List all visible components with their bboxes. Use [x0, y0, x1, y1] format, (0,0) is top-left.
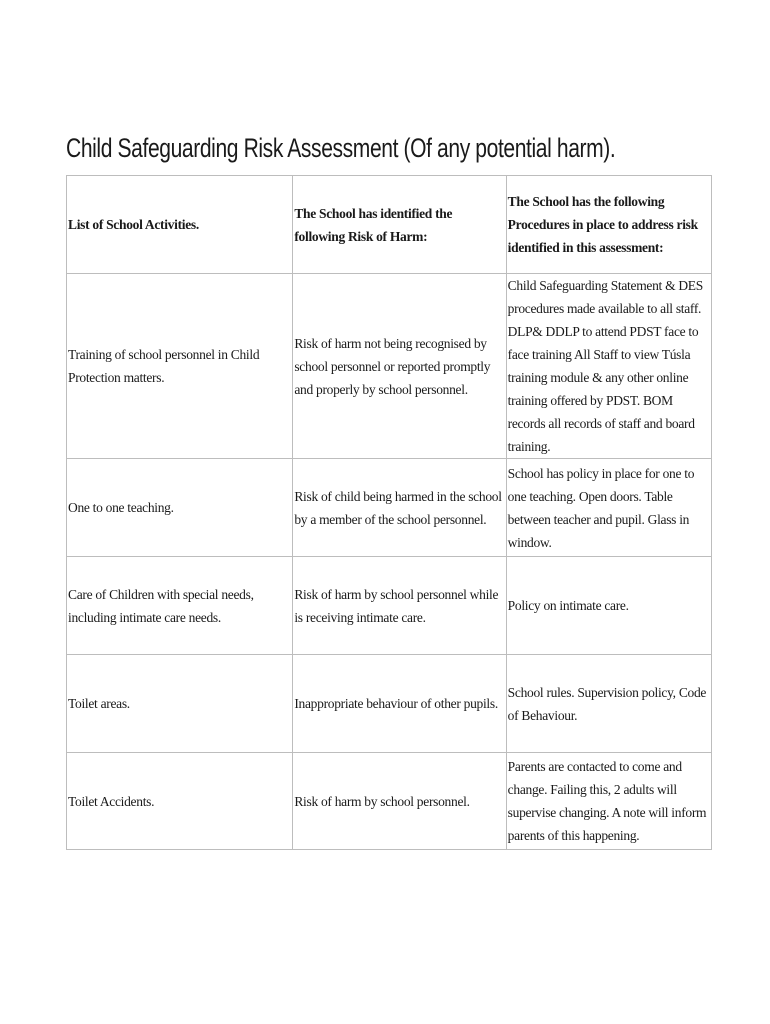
table-row	[67, 274, 712, 459]
procedure-cell: Parents are contacted to come and change. Failing this, 2 adults will supervise changing. A note will inform parents of this happening.	[506, 753, 711, 850]
risk-cell: Risk of harm by school personnel.	[293, 753, 506, 850]
activity-cell: Toilet areas.	[67, 655, 293, 753]
procedure-cell: School has policy in place for one to one teaching. Open doors. Table between teacher and pupil. Glass in window.	[506, 459, 711, 557]
risk-cell: Inappropriate behaviour of other pupils.	[293, 655, 506, 753]
risk-cell: Risk of child being harmed in the school by a member of the school personnel.	[293, 459, 506, 557]
header-risk-of-harm: The School has identified the following Risk of Harm:	[293, 176, 506, 274]
page-title: Child Safeguarding Risk Assessment (Of any potential harm).	[66, 133, 616, 163]
table-header-row	[67, 176, 712, 274]
header-activities: List of School Activities.	[67, 176, 293, 274]
procedure-cell: School rules. Supervision policy, Code of Behaviour.	[506, 655, 711, 753]
table-row	[67, 459, 712, 557]
table-row	[67, 753, 712, 850]
activity-cell: Care of Children with special needs, including intimate care needs.	[67, 557, 293, 655]
activity-cell: Training of school personnel in Child Protection matters.	[67, 274, 293, 459]
risk-cell: Risk of harm by school personnel while is receiving intimate care.	[293, 557, 506, 655]
activity-cell: One to one teaching.	[67, 459, 293, 557]
table-row	[67, 655, 712, 753]
activity-cell: Toilet Accidents.	[67, 753, 293, 850]
procedure-cell: Policy on intimate care.	[506, 557, 711, 655]
risk-assessment-table	[66, 175, 712, 850]
risk-cell: Risk of harm not being recognised by school personnel or reported promptly and properly by school personnel.	[293, 274, 506, 459]
procedure-cell: Child Safeguarding Statement & DES procedures made available to all staff. DLP& DDLP to attend PDST face to face training All Staff to view Túsla training module & any other online training offered by PDST. BOM records all records of staff and board training.	[506, 274, 711, 459]
table-row	[67, 557, 712, 655]
header-procedures: The School has the following Procedures in place to address risk identified in this assessment:	[506, 176, 711, 274]
